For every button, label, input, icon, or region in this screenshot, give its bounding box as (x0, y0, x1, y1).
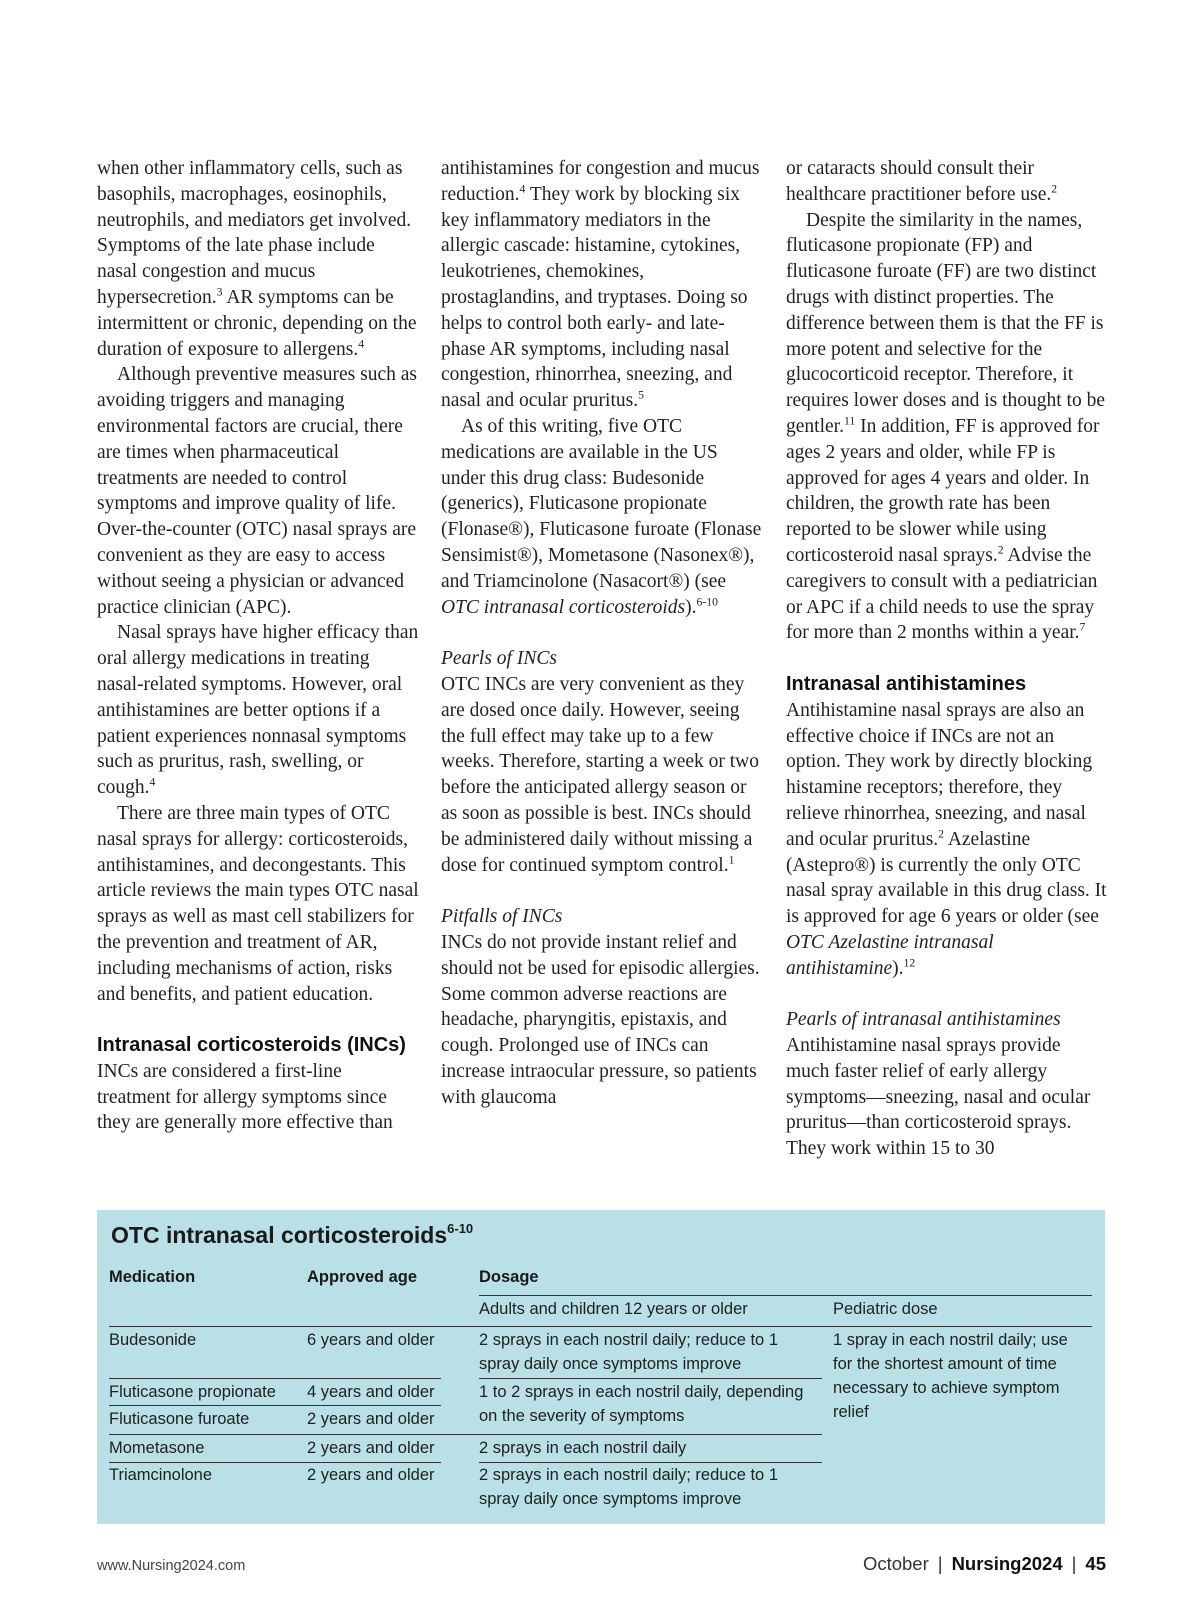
footer-url: www.Nursing2024.com (97, 1558, 246, 1574)
corticosteroids-table (97, 1210, 1105, 1524)
table-cell-pediatric-dose: 1 spray in each nostril daily; use for the shortest amount of time necessary to achieve symptom relief (833, 1331, 1068, 1421)
header-approved-age: Approved age (307, 1268, 418, 1286)
table-cell-adult-dose: 2 sprays in each nostril daily; reduce to 1 spray daily once symptoms improve (479, 1331, 778, 1373)
table-cell-age: 2 years and older (307, 1439, 435, 1457)
paragraph: Antihistamine nasal sprays provide much faster relief of early allergy symptoms—sneezing, nasal and ocular pruritus—than corticosteroid sprays. They work within 15 to 30 (786, 1035, 1091, 1160)
paragraph: Nasal sprays have higher efficacy than oral allergy medications in treating nasal-related symptoms. However, oral antihistamines are better options if a patient experiences nonnasal symptoms such as pruritus, rash, swelling, or cough.$^4$ (97, 622, 419, 799)
table-cell-medication: Triamcinolone (109, 1466, 213, 1484)
subheading: Pearls of INCs (441, 648, 557, 670)
table-cell-age: 2 years and older (307, 1466, 435, 1484)
table-rule (109, 1405, 441, 1406)
paragraph: INCs do not provide instant relief and should not be used for episodic allergies. Some common adverse reactions are headache, pharyngitis, epistaxis, and cough. Prolonged use of INCs can increase intraocular pressure, so patients with glaucoma (441, 931, 760, 1108)
paragraph: As of this writing, five OTC medications are available in the US under this drug class: Budesonide (generics), Fluticasone propionate (Flonase®), Fluticasone furoate (Flonase Sensimist®), Mometasone (Nasonex®), and Triamcinolone (Nasacort®) (see OTC intranasal corticosteroids).$^{6-10}$ (441, 415, 762, 618)
table-cell-age: 2 years and older (307, 1410, 435, 1428)
footer-divider: | (937, 1553, 943, 1574)
footer-divider: | (1071, 1553, 1077, 1574)
paragraph: INCs are considered a first-line treatment for allergy symptoms since they are generally more effective than (97, 1060, 393, 1134)
table-rule (109, 1434, 822, 1435)
table-cell-adult-dose: 2 sprays in each nostril daily (479, 1439, 687, 1457)
article-column-3 (786, 156, 1108, 1162)
paragraph: when other inflammatory cells, such as basophils, macrophages, eosinophils, neutrophils, and mediators get involved. Symptoms of the late phase include nasal congestion and mucus hypersecretion.$^3$ AR symptoms can be intermittent or chronic, depending on the duration of exposure to allergens.$^4$ (97, 158, 417, 360)
article-column-2 (441, 156, 763, 1110)
table-cell-medication: Fluticasone propionate (109, 1383, 276, 1401)
table-cell-medication: Fluticasone furoate (109, 1410, 250, 1428)
header-medication: Medication (109, 1268, 196, 1286)
paragraph: There are three main types of OTC nasal sprays for allergy: corticosteroids, antihistamines, and decongestants. This article reviews the main types OTC nasal sprays as well as mast cell stabilizers for the prevention and treatment of AR, including mechanisms of action, risks and benefits, and patient education. (97, 802, 419, 1005)
table-cell-age: 6 years and older (307, 1331, 435, 1349)
subheader-pediatric: Pediatric dose (833, 1300, 938, 1318)
table-rule (109, 1326, 1092, 1327)
subheader-adults: Adults and children 12 years or older (479, 1300, 748, 1318)
paragraph: OTC INCs are very convenient as they are dosed once daily. However, seeing the full effect may take up to a few weeks. Therefore, starting a week or two before the anticipated allergy season or as soon as possible is best. INCs should be administered daily without missing a dose for continued symptom control.$^1$ (441, 673, 760, 876)
article-column-1 (97, 156, 419, 1136)
table-cell-age: 4 years and older (307, 1383, 435, 1401)
header-dosage: Dosage (479, 1268, 539, 1286)
paragraph: Despite the similarity in the names, fluticasone propionate (FP) and fluticasone furoate (FF) are two distinct drugs with distinct properties. The difference between them is that the FF is more potent and selective for the glucocorticoid receptor. Therefore, it requires lower doses and is thought to be gentler.$^{11}$ In addition, FF is approved for ages 2 years and older, while FP is approved for ages 4 years and older. In children, the growth rate has been reported to be slower while using corticosteroid nasal sprays.$^2$ Advise the caregivers to consult with a pediatrician or APC if a child needs to use the spray for more than 2 months within a year.$^7$ (786, 209, 1105, 644)
table-cell-medication: Budesonide (109, 1331, 197, 1349)
subheading: Pearls of intranasal antihistamines (786, 1009, 1061, 1031)
table-cell-adult-dose: 2 sprays in each nostril daily; reduce to 1 spray daily once symptoms improve (479, 1466, 778, 1508)
paragraph: Antihistamine nasal sprays are also an effective choice if INCs are not an option. They work by directly blocking histamine receptors; therefore, they relieve rhinorrhea, sneezing, and nasal and ocular pruritus.$^2$ Azelastine (Astepro®) is currently the only OTC nasal spray available in this drug class. It is approved for age 6 years or older (see OTC Azelastine intranasal antihistamine).$^{12}$ (786, 699, 1107, 979)
section-heading: Intranasal antihistamines (786, 672, 1027, 695)
table-rule (109, 1378, 441, 1379)
table-cell-medication: Mometasone (109, 1439, 205, 1457)
page-number: 45 (1085, 1553, 1106, 1574)
table-rule (479, 1378, 822, 1379)
paragraph: Although preventive measures such as avoiding triggers and managing environmental factors are crucial, there are times when pharmaceutical treatments are needed to control symptoms and improve quality of life. Over-the-counter (OTC) nasal sprays are convenient as they are easy to access without seeing a physician or advanced practice clinician (APC). (97, 364, 418, 618)
table-cell-adult-dose: 1 to 2 sprays in each nostril daily, depending on the severity of symptoms (479, 1383, 804, 1425)
footer-folio (863, 1553, 1106, 1575)
paragraph: or cataracts should consult their healthcare practitioner before use.$^2$ (786, 158, 1058, 205)
paragraph: antihistamines for congestion and mucus reduction.$^4$ They work by blocking six key inflammatory mediators in the allergic cascade: histamine, cytokines, leukotrienes, chemokines, prostaglandins, and tryptases. Doing so helps to control both early- and late-phase AR symptoms, including nasal congestion, rhinorrhea, sneezing, and nasal and ocular pruritus.$^5$ (441, 158, 760, 412)
table-title: OTC intranasal corticosteroids$^{6-10}$ (111, 1221, 474, 1248)
footer-month: October (862, 1553, 929, 1574)
subheading: Pitfalls of INCs (441, 906, 563, 928)
footer-journal: Nursing2024 (951, 1553, 1063, 1574)
table-rule (479, 1295, 1092, 1296)
section-heading: Intranasal corticosteroids (INCs) (97, 1034, 406, 1057)
